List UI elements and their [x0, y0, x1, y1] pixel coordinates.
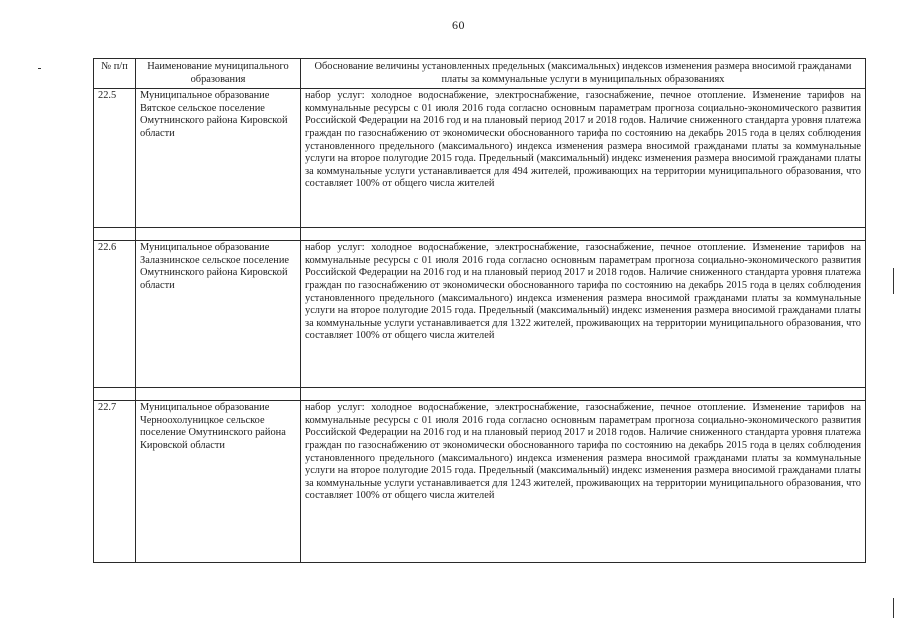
row-description: набор услуг: холодное водоснабжение, электроснабжение, газоснабжение, печное отопление. Изменение тарифов на коммунальные ресурсы с 01 июля 2016 года согласно основным параметрам прогноза социально-экономического развития Российской Федерации на 2016 год и на плановый период 2017 и 2018 годов. Наличие сниженного стандарта уровня платежа граждан по газоснабжению от экономически обоснованного тарифа по состоянию на декабрь 2015 года в целях соблюдения установленного предельного (максимального) индекса изменения размера вносимой гражданами платы за коммунальные услуги на второе полугодие 2015 года. Предельный (максимальный) индекс изменения размера вносимой гражданами платы за коммунальные услуги устанавливается для 1243 жителей, проживающих на территории муниципального образования, что составляет 100% от общего числа жителей [301, 401, 866, 563]
scan-mark-left [38, 68, 41, 69]
table-spacer-row [94, 388, 866, 401]
row-municipality-name: Муниципальное образование Черноохолуницкое сельское поселение Омутнинского района Кировской области [136, 401, 301, 563]
row-num: 22.5 [94, 89, 136, 228]
table-row [94, 401, 866, 563]
table-spacer-row [94, 228, 866, 241]
row-municipality-name: Муниципальное образование Залазнинское сельское поселение Омутнинского района Кировской области [136, 241, 301, 388]
row-description: набор услуг: холодное водоснабжение, электроснабжение, газоснабжение, печное отопление. Изменение тарифов на коммунальные ресурсы с 01 июля 2016 года согласно основным параметрам прогноза социально-экономического развития Российской Федерации на 2016 год и на плановый период 2017 и 2018 годов. Наличие сниженного стандарта уровня платежа граждан по газоснабжению от экономически обоснованного тарифа по состоянию на декабрь 2015 года в целях соблюдения установленного предельного (максимального) индекса изменения размера вносимой гражданами платы за коммунальные услуги на второе полугодие 2015 года. Предельный (максимальный) индекс изменения размера вносимой гражданами платы за коммунальные услуги устанавливается для 1322 жителей, проживающих на территории муниципального образования, что составляет 100% от общего числа жителей [301, 241, 866, 388]
spacer-cell [136, 228, 301, 241]
table-header-row [94, 59, 866, 89]
spacer-cell [94, 228, 136, 241]
table-row [94, 241, 866, 388]
scan-mark-right-bottom [893, 598, 894, 618]
spacer-cell [301, 388, 866, 401]
page-number: 60 [452, 18, 465, 32]
header-name: Наименование муниципального образования [136, 59, 301, 89]
municipal-index-table [93, 58, 866, 563]
table-row [94, 89, 866, 228]
spacer-cell [136, 388, 301, 401]
header-description: Обоснование величины установленных предельных (максимальных) индексов изменения размера вносимой гражданами платы за коммунальные услуги в муниципальных образованиях [301, 59, 866, 89]
header-num: № п/п [94, 59, 136, 89]
row-num: 22.7 [94, 401, 136, 563]
row-num: 22.6 [94, 241, 136, 388]
row-description: набор услуг: холодное водоснабжение, электроснабжение, газоснабжение, печное отопление. Изменение тарифов на коммунальные ресурсы с 01 июля 2016 года согласно основным параметрам прогноза социально-экономического развития Российской Федерации на 2016 год и на плановый период 2017 и 2018 годов. Наличие сниженного стандарта уровня платежа граждан по газоснабжению от экономически обоснованного тарифа по состоянию на декабрь 2015 года в целях соблюдения установленного предельного (максимального) индекса изменения размера вносимой гражданами платы за коммунальные услуги на второе полугодие 2015 года. Предельный (максимальный) индекс изменения размера вносимой гражданами платы за коммунальные услуги устанавливается для 494 жителей, проживающих на территории муниципального образования, что составляет 100% от общего числа жителей [301, 89, 866, 228]
spacer-cell [94, 388, 136, 401]
spacer-cell [301, 228, 866, 241]
scan-mark-right [893, 268, 894, 294]
row-municipality-name: Муниципальное образование Вятское сельское поселение Омутнинского района Кировской области [136, 89, 301, 228]
